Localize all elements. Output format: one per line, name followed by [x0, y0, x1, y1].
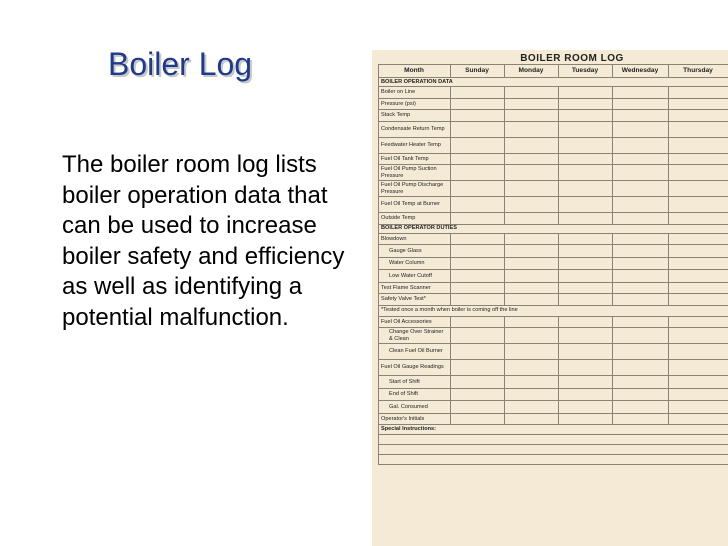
- log-row: [378, 99, 728, 111]
- log-row: [378, 165, 728, 181]
- log-row: [378, 122, 728, 138]
- slide-title: Boiler Log: [108, 46, 253, 82]
- log-column-divider: [450, 317, 451, 426]
- log-row: [378, 258, 728, 271]
- log-top-border: [378, 64, 728, 65]
- log-column-divider: [558, 87, 559, 225]
- log-column-header: Sunday: [465, 67, 489, 74]
- log-row: [378, 344, 728, 360]
- log-column-divider: [504, 87, 505, 225]
- log-left-border: [378, 64, 379, 465]
- log-blank-line: [378, 455, 728, 465]
- log-column-divider: [558, 234, 559, 306]
- log-column-divider: [668, 234, 669, 306]
- log-row: [378, 87, 728, 99]
- log-row-label: Fuel Oil Accessories: [381, 318, 432, 325]
- log-row: [378, 360, 728, 376]
- log-row: [378, 283, 728, 295]
- log-column-divider: [612, 234, 613, 306]
- log-row-label: Fuel Oil Gauge Readings: [381, 364, 444, 371]
- log-column-divider: [612, 317, 613, 426]
- log-row-label: Fuel Oil Pump Discharge Pressure: [381, 182, 444, 195]
- log-row-label: Pressure (psi): [381, 100, 416, 107]
- log-section-row: [378, 425, 728, 435]
- log-row: [378, 154, 728, 166]
- log-row-label: BOILER OPERATOR DUTIES: [381, 225, 457, 232]
- log-column-divider: [612, 87, 613, 225]
- log-row: [378, 317, 728, 329]
- log-row-label: Low Water Cutoff: [389, 272, 432, 279]
- log-row-label: Clean Fuel Oil Burner: [389, 348, 443, 355]
- log-row: [378, 328, 728, 344]
- log-row-label: Boiler on Line: [381, 89, 416, 96]
- log-column-divider: [612, 64, 613, 78]
- log-column-header: Tuesday: [571, 67, 599, 74]
- log-row-label: Change Over Strainer & Clean: [389, 329, 444, 342]
- log-row-label: Gauge Glass: [389, 247, 422, 254]
- log-column-divider: [450, 64, 451, 78]
- log-section-row: [378, 78, 728, 87]
- log-row-label: Outside Temp: [381, 215, 416, 222]
- log-row-label: *Tested once a month when boiler is coming off the line: [381, 307, 518, 314]
- log-row-label: Fuel Oil Tank Temp: [381, 155, 429, 162]
- log-row-label: Blowdown: [381, 235, 407, 242]
- log-row: [378, 245, 728, 258]
- log-row-label: Special Instructions:: [381, 426, 437, 433]
- log-row-label: Gal. Consumed: [389, 403, 428, 410]
- log-row: [378, 110, 728, 122]
- log-blank-line: [378, 435, 728, 445]
- log-row-label: Condensate Return Temp: [381, 125, 445, 132]
- log-section-row: [378, 225, 728, 234]
- log-column-divider: [504, 64, 505, 78]
- log-row-label: Safety Valve Test*: [381, 296, 426, 303]
- log-row: [378, 181, 728, 197]
- log-row-label: Stack Temp: [381, 112, 411, 119]
- boiler-room-log-form: [372, 50, 728, 546]
- log-column-header: Month: [404, 67, 424, 74]
- log-row: [378, 294, 728, 306]
- log-column-divider: [668, 64, 669, 78]
- log-column-divider: [504, 234, 505, 306]
- log-column-divider: [668, 87, 669, 225]
- log-column-header: Monday: [518, 67, 544, 74]
- log-row: [378, 270, 728, 283]
- log-row: [378, 376, 728, 389]
- log-title: BOILER ROOM LOG: [520, 53, 624, 64]
- log-row: [378, 389, 728, 402]
- log-row-label: BOILER OPERATION DATA: [381, 78, 453, 85]
- log-row-label: Test Flame Scanner: [381, 284, 431, 291]
- log-row-label: Fuel Oil Pump Suction Pressure: [381, 166, 437, 179]
- log-column-header: Wednesday: [621, 67, 659, 74]
- slide-body-text: The boiler room log lists boiler operation data that can be used to increase boiler safety and efficiency as well as identifying a potential malfunction.: [62, 151, 345, 331]
- log-row-label: Feedwater Heater Temp: [381, 141, 441, 148]
- log-row: [378, 234, 728, 246]
- log-row-label: End of Shift: [389, 391, 418, 398]
- log-column-header: Thursday: [683, 67, 713, 74]
- log-header-row: [378, 64, 728, 78]
- log-row: [378, 401, 728, 414]
- log-row: [378, 213, 728, 225]
- log-row: [378, 138, 728, 154]
- log-column-divider: [668, 317, 669, 426]
- log-row: [378, 306, 728, 317]
- log-column-divider: [558, 317, 559, 426]
- log-row: [378, 197, 728, 213]
- log-row-label: Operator's Initials: [381, 415, 425, 422]
- log-column-divider: [450, 87, 451, 225]
- log-row-label: Fuel Oil Temp at Burner: [381, 201, 440, 208]
- log-row-label: Start of Shift: [389, 378, 420, 385]
- log-blank-line: [378, 445, 728, 455]
- log-column-divider: [504, 317, 505, 426]
- log-row-label: Water Column: [389, 260, 425, 267]
- log-column-divider: [558, 64, 559, 78]
- log-row: [378, 414, 728, 426]
- log-column-divider: [450, 234, 451, 306]
